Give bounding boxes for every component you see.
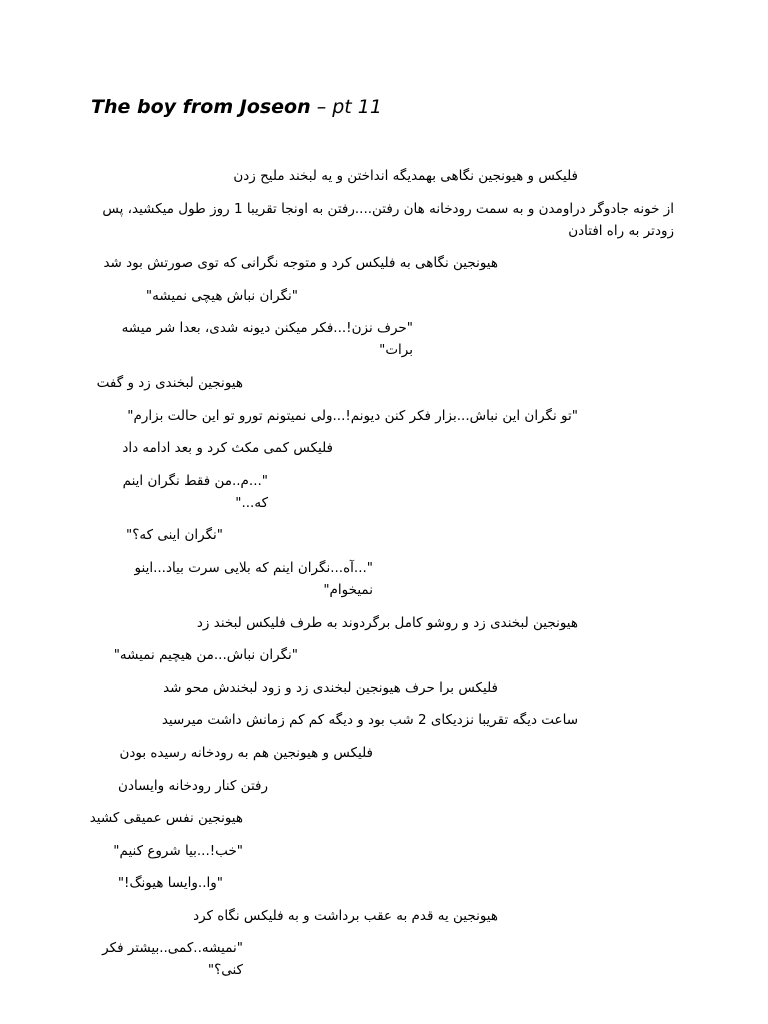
- paragraph: "وا..وایسا هیونگ!": [117, 875, 223, 892]
- paragraph: از خونه جادوگر دراومدن و به سمت رودخانه هان رفتن....رفتن به اونجا تقریبا 1 روز طول میکشید، پس زودتر به راه افتادن: [102, 200, 674, 239]
- paragraph: هیونجین یه قدم به عقب برداشت و به فلیکس نگاه کرد: [193, 907, 498, 924]
- paragraph: فلیکس و هیونجین هم به رودخانه رسیده بودن: [119, 744, 373, 761]
- paragraph: "نگران نباش...من هیچیم نمیشه": [113, 647, 298, 664]
- title-main: The boy from Joseon: [91, 96, 311, 118]
- paragraph: رفتن کنار رودخانه وایسادن: [118, 777, 268, 794]
- paragraph: فلیکس کمی مکث کرد و بعد ادامه داد: [122, 440, 333, 457]
- paragraph: فلیکس و هیونجین نگاهی بهمدیگه انداختن و یه لبخند ملیح زدن: [233, 168, 578, 184]
- paragraph: "حرف نزن!...فکر میکنن دیونه شدی، بعدا شر میشه برات": [121, 320, 413, 359]
- title-part: pt 11: [332, 96, 382, 118]
- document-title: [91, 94, 382, 120]
- paragraph: "...م..من فقط نگران اینم که...": [122, 472, 268, 511]
- story-body: [88, 165, 678, 992]
- paragraph: ساعت دیگه تقریبا نزدیکای 2 شب بود و دیگه کم کم زمانش داشت میرسید: [161, 712, 578, 729]
- paragraph: هیونجین نگاهی به فلیکس کرد و متوجه نگرانی که توی صورتش بود شد: [103, 255, 498, 272]
- paragraph: "نگران نباش هیچی نمیشه": [145, 287, 298, 304]
- title-separator: –: [310, 96, 333, 118]
- paragraph: "...آه...نگران اینم که بلایی سرت بیاد...اینو نمیخوام": [134, 559, 373, 598]
- paragraph: "نگران اینی که؟": [126, 527, 223, 544]
- paragraph: هیونجین نفس عمیقی کشید: [89, 810, 243, 827]
- paragraph: فلیکس برا حرف هیونجین لبخندی زد و زود لبخندش محو شد: [163, 679, 498, 696]
- paragraph: "نمیشه..کمی..بیشتر فکر کنی؟": [102, 940, 243, 979]
- paragraph: "تو نگران این نباش...بزار فکر کنن دیونم!...ولی نمیتونم تورو تو این حالت بزارم": [127, 407, 578, 424]
- paragraph: هیونجین لبخندی زد و گفت: [96, 374, 243, 391]
- paragraph: "خب!...بیا شروع کنیم": [113, 842, 243, 859]
- paragraph: هیونجین لبخندی زد و روشو کامل برگردوند به طرف فلیکس لبخند زد: [196, 614, 578, 631]
